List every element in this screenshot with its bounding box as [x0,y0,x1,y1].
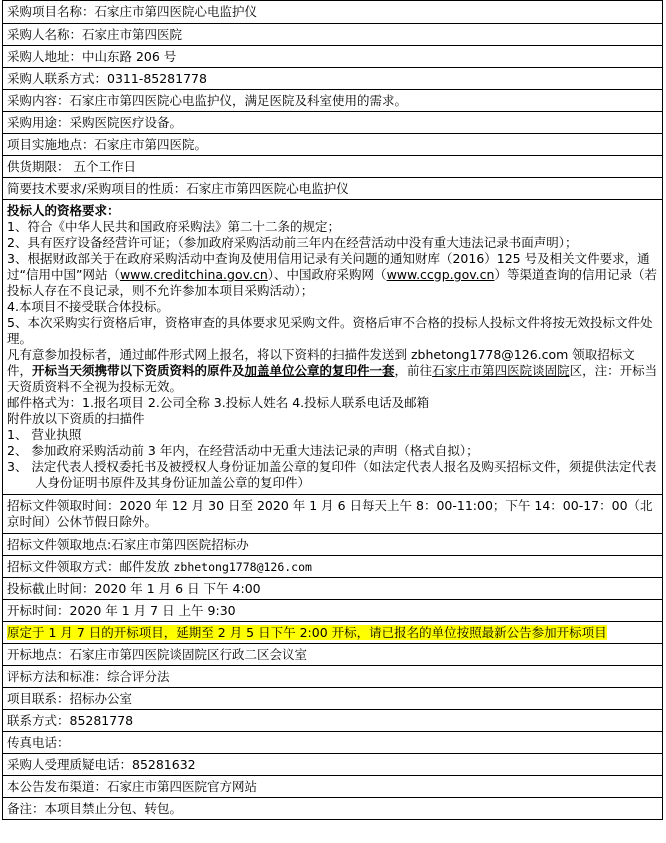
complaint-phone-cell: 采购人受理质疑电话：85281632 [3,754,663,776]
table-row [3,112,663,134]
signup-instructions [7,347,658,395]
table-row [3,776,663,798]
table-row [3,644,663,666]
requirement-2: 2、具有医疗设备经营许可证；（参加政府采购活动前三年内在经营活动中没有重大违法记录书面声明）； [7,235,578,250]
table-row [3,24,663,46]
table-row [3,495,663,534]
table-row [3,710,663,732]
buyer-name-cell: 采购人名称：石家庄市第四医院 [3,24,663,46]
table-row [3,622,663,644]
signup-bold-2: 加盖单位公章的复印件一套 [244,363,395,378]
doc-place-cell: 招标文件领取地点:石家庄市第四医院招标办 [3,534,663,556]
signup-bold-1: 开标当天须携带以下资质资料的原件及 [32,363,245,378]
table-row [3,798,663,820]
requirement-3-text-b: ）、中国政府采购网（ [267,267,387,282]
requirement-5: 5、本次采购实行资格后审，资格审查的具体要求见采购文件。资格后审不合格的投标人投标文件将按无效投标文件处理。 [7,315,653,346]
buyer-address-cell: 采购人地址：中山东路 206 号 [3,46,663,68]
ccgp-link[interactable]: www.ccgp.gov.cn [386,267,495,282]
location-cell: 项目实施地点：石家庄市第四医院。 [3,134,663,156]
table-row [3,578,663,600]
requirement-3-text-a: 3、根据财政部关于在政府采购活动中查询及使用信用记录有关问题的通知财库（2016）125 号及相关文件要求，通过“信用中国”网站（ [7,251,650,282]
qualification-title: 投标人的资格要求： [7,203,120,218]
deadline-cell: 投标截止时间：2020 年 1 月 6 日 下午 4:00 [3,578,663,600]
table-row [3,90,663,112]
doc-method-cell [3,556,663,578]
purpose-cell: 采购用途：采购医院医疗设备。 [3,112,663,134]
procurement-notice-sheet [2,0,663,820]
signup-location-link: 石家庄市第四医院谈固院 [432,363,570,378]
table-row [3,556,663,578]
postponement-notice-cell [3,622,663,644]
evaluation-cell: 评标方法和标准：综合评分法 [3,666,663,688]
attachment-2: 2、 参加政府采购活动前 3 年内，在经营活动中无重大违法记录的声明（格式自拟）； [7,443,479,458]
open-time-cell: 开标时间：2020 年 1 月 7 日 上午 9:30 [3,600,663,622]
creditchina-link[interactable]: www.creditchina.gov.cn [119,267,268,282]
open-place-cell: 开标地点：石家庄市第四医院谈固院区行政二区会议室 [3,644,663,666]
channel-cell: 本公告发布渠道：石家庄市第四医院官方网站 [3,776,663,798]
table-row [3,68,663,90]
attachment-3: 3、 法定代表人授权委托书及被授权人身份证加盖公章的复印件（如法定代表人报名及购买招标文件，须提供法定代表人身份证明书原件及其身份证加盖公章的复印件） [7,459,657,490]
contact-cell: 项目联系：招标办公室 [3,688,663,710]
requirement-4: 4.本项目不接受联合体投标。 [7,299,169,314]
procurement-notice-table [2,0,663,820]
project-name-cell: 采购项目名称：石家庄市第四医院心电监护仪 [3,1,663,24]
table-row [3,1,663,24]
table-row [3,156,663,178]
table-row [3,534,663,556]
remark-cell: 备注：本项目禁止分包、转包。 [3,798,663,820]
qualification-cell [3,200,663,495]
table-row [3,600,663,622]
requirement-1: 1、符合《中华人民共和国政府采购法》第二十二条的规定； [7,219,340,234]
table-row [3,732,663,754]
signup-text-c: 区，注：开标当天资质资料不全视为投标无效。 [7,363,658,394]
table-row [3,134,663,156]
tech-requirements-cell: 简要技术要求/采购项目的性质：石家庄市第四医院心电监护仪 [3,178,663,200]
doc-time-cell: 招标文件领取时间：2020 年 12 月 30 日至 2020 年 1 月 6 日每天上午 8：00-11:00；下午 14：00-17：00（北京时间）公休节假日除外。 [3,495,663,534]
table-row [3,666,663,688]
signup-text-a: 凡有意参加投标者，通过邮件形式网上报名，将以下资料的扫描件发送到 zbhetong1778@126.com 领取招标文件， [7,347,635,378]
contact-phone-cell: 联系方式：85281778 [3,710,663,732]
table-row [3,178,663,200]
requirement-3 [7,251,658,299]
doc-method-email[interactable]: zbhetong1778@126.com [173,559,312,574]
requirement-3-text-c: ）等渠道查询的信用记录（若投标人存在不良记录，则不允许参加本项目采购活动）； [7,267,657,298]
doc-method-label: 招标文件领取方式：邮件发放 [7,558,174,574]
table-row [3,200,663,495]
email-format: 邮件格式为：1.报名项目 2.公司全称 3.投标人姓名 4.投标人联系电话及邮箱 [7,395,430,410]
table-row [3,688,663,710]
delivery-cell: 供货期限： 五个工作日 [3,156,663,178]
attachment-1: 1、 营业执照 [7,427,82,442]
attachment-title: 附件放以下资质的扫描件 [7,411,145,426]
signup-text-b: ，前往 [394,363,433,378]
fax-cell: 传真电话： [3,732,663,754]
buyer-phone-cell: 采购人联系方式：0311-85281778 [3,68,663,90]
table-row [3,46,663,68]
postponement-notice: 原定于 1 月 7 日的开标项目，延期至 2 月 5 日下午 2:00 开标，请已报名的单位按照最新公告参加开标项目 [7,624,607,640]
table-row [3,754,663,776]
content-cell: 采购内容：石家庄市第四医院心电监护仪，满足医院及科室使用的需求。 [3,90,663,112]
